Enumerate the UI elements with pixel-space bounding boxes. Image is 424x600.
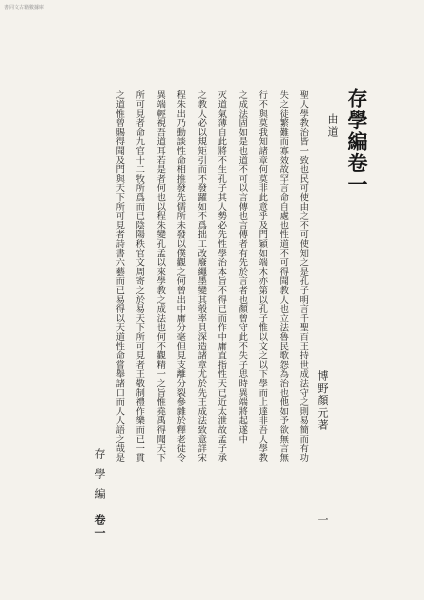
text-column: 灭道氣薄自此將不生孔子其人勢必先性學治本旨不得已而作中庸直指性天已近太泄故孟子承: [215, 90, 227, 462]
text-column: 所可見者命九官十二牧所爲而已陰陽秩官文周寄之於易天下所可見者王敬制禮作樂而已一貫: [133, 90, 145, 462]
volume-title: 存學編卷一: [344, 88, 368, 196]
margin-volume-label: 卷一: [93, 514, 106, 540]
text-column: 之成法固如是也道不可以言傳也言傳者有先於言者也顏曾守此不失子思時異端將起遂中: [236, 90, 248, 444]
text-column: 之教人必以規矩引而不發躍如不爲拙工改廢繩墨變其彀率貝深造諸章尤於先王成法致意詳宋: [195, 90, 207, 462]
page-number: 一: [316, 514, 329, 525]
margin-book-title: 存學編: [93, 448, 106, 508]
text-column: 聖人學教治皆一致也民可使由之不可使知之是孔子明言千聖百王持世成法守之則易簡而有功: [297, 90, 309, 462]
watermark-text: 書同文古籍數據庫: [4, 5, 45, 11]
text-column: 行不與莫我知諸章何莫非此意乎及門穎如端木亦第以孔子惟以文之以下學而上達非吾人學教: [256, 90, 268, 462]
text-column: 失之徒繁難而寡效故罕言命自處也性道不可得聞教人也立法魯民歌怨為治也他如予欲無言無: [277, 90, 289, 462]
section-heading: 由道: [326, 113, 339, 139]
text-column: 之道惟曾賜得聞及門與天下所可見者詩書六藝而已易得以天道性命嘗舉諸口而人人語之哉是: [113, 90, 125, 462]
text-column: 異端輕視吾道耳若是者何也以程朱變孔孟以來學教之成法也何不觀精一之旨惟堯禹得聞天下: [154, 90, 166, 462]
text-column: 程朱出乃動談性命相推發先儒所未發以僕觀之何曾出中庸分毫但見支離分裂參雜於釋老徒令: [174, 90, 186, 462]
author-line: 博野顏元著: [316, 370, 329, 431]
